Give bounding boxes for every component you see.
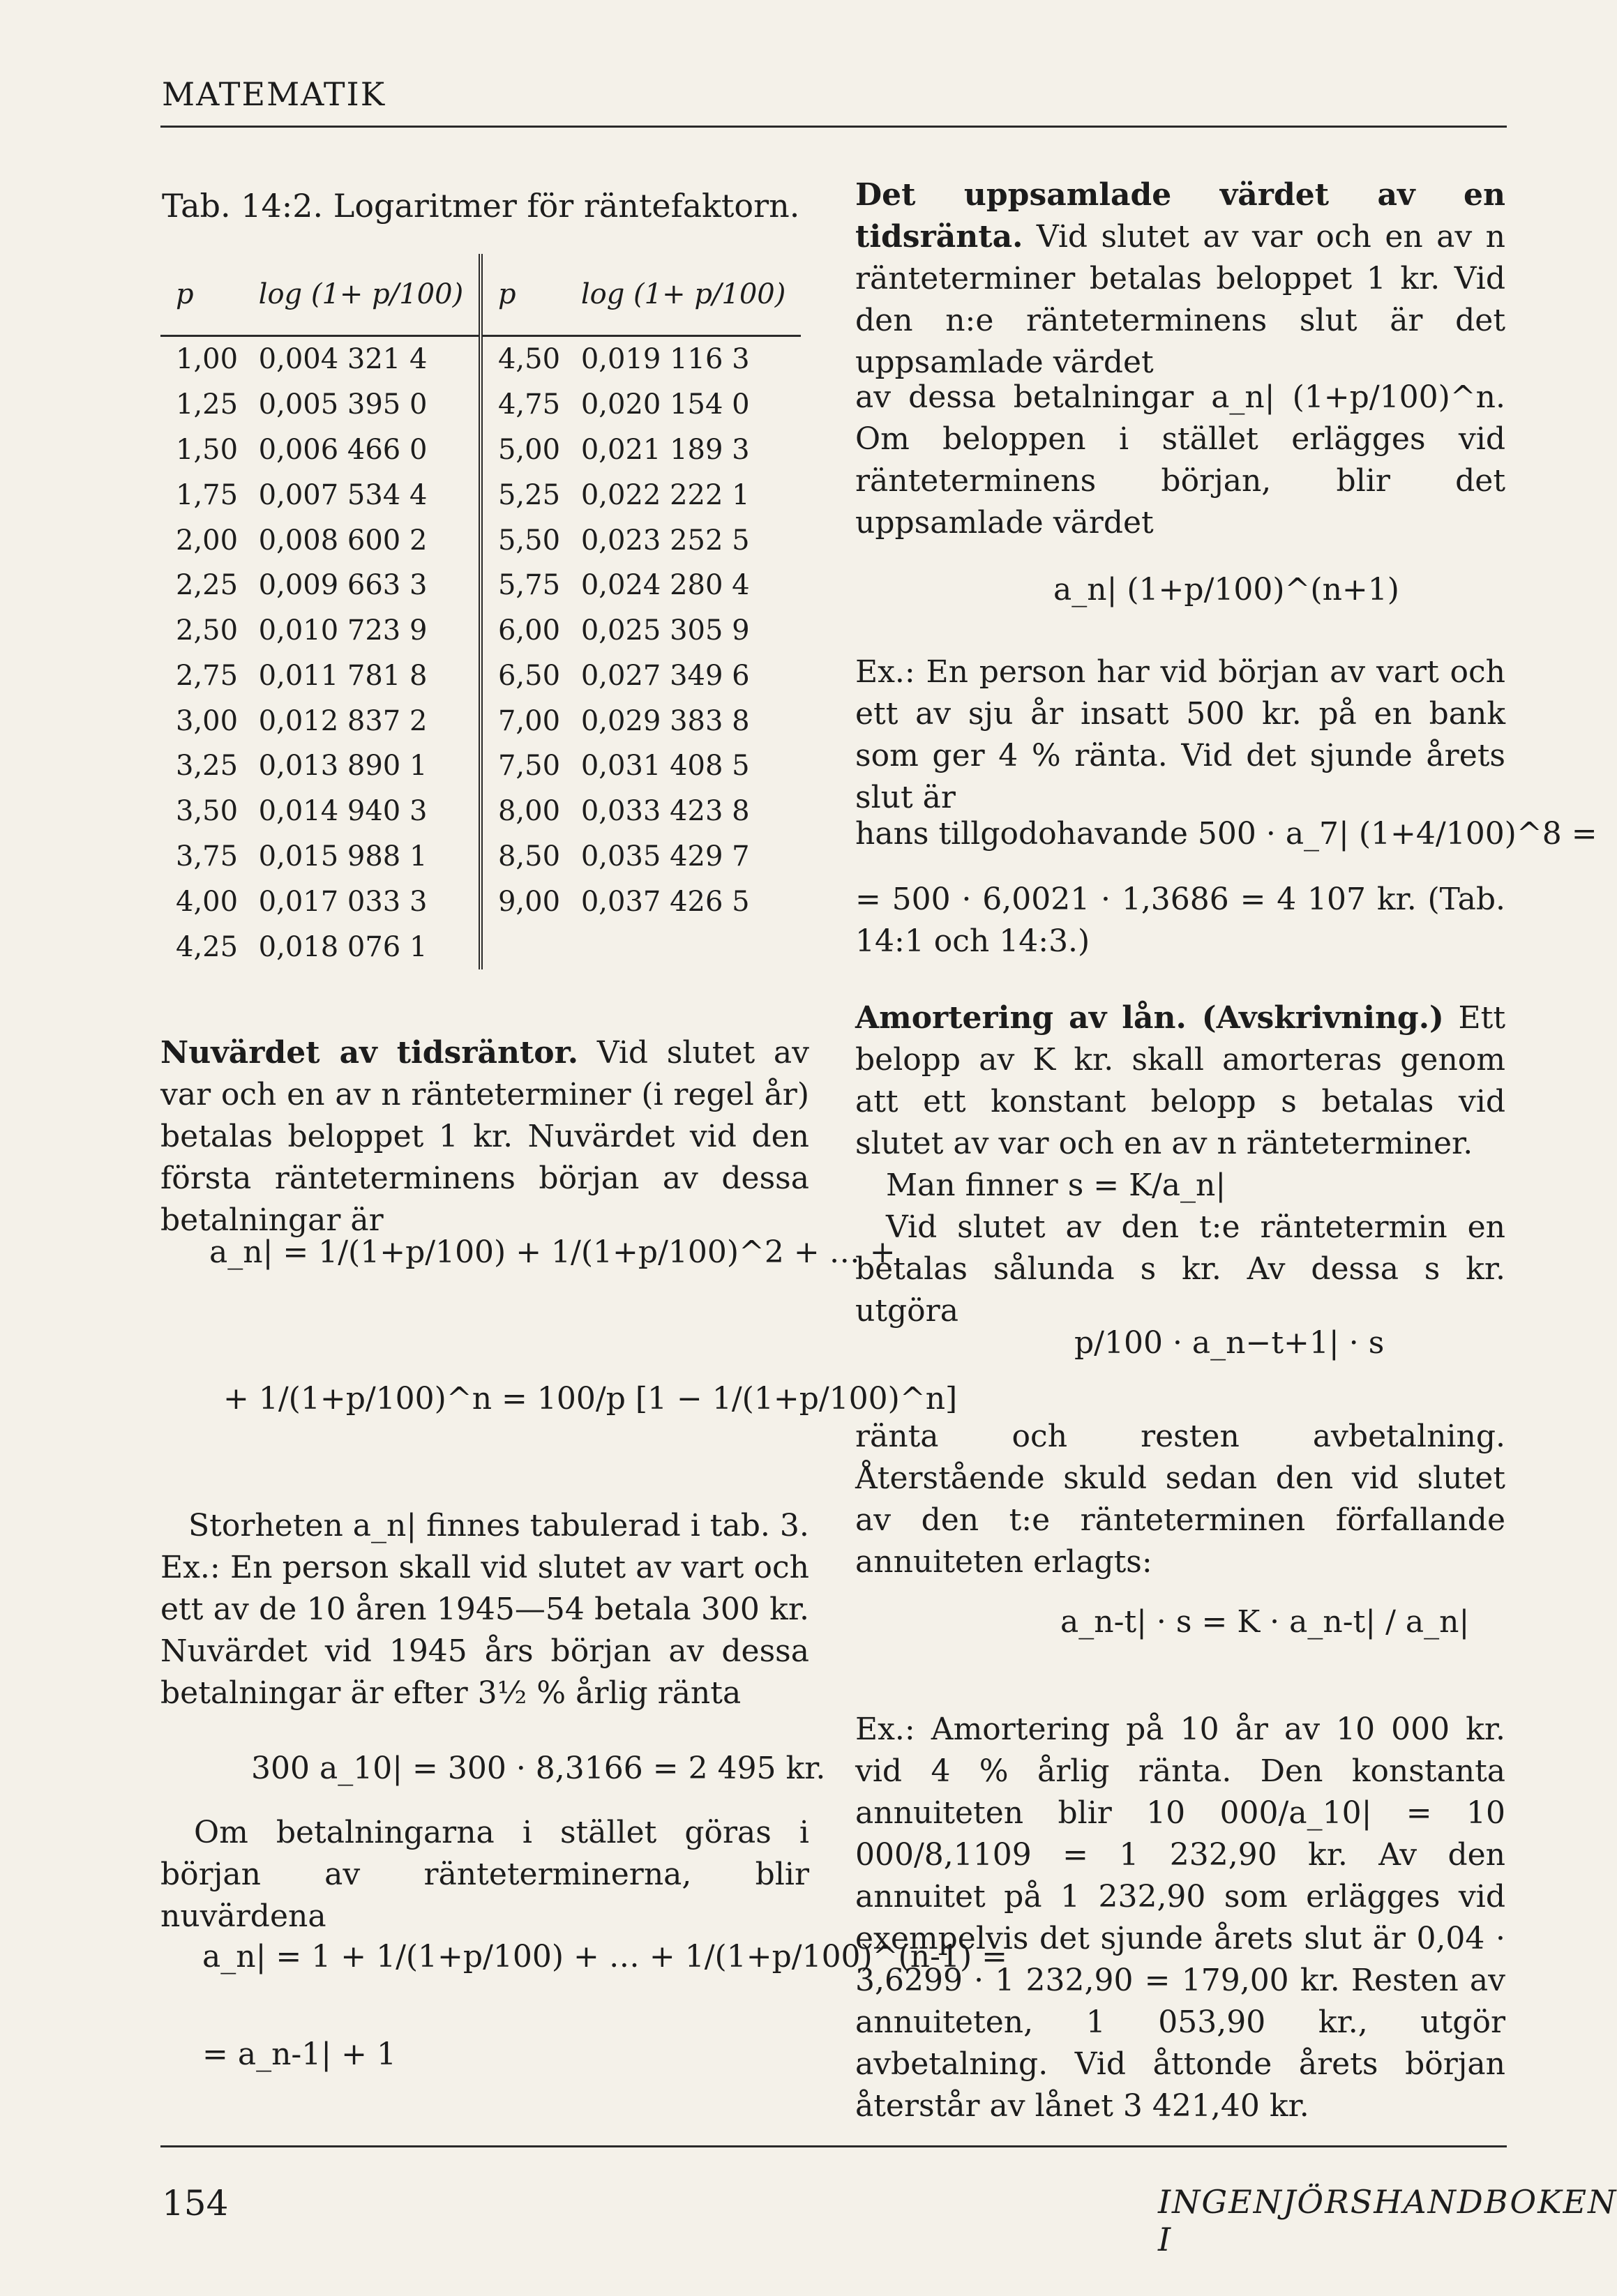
table-cell-log-value: 0,017 033 3 — [243, 879, 481, 924]
table-row — [160, 382, 801, 428]
table-cell-log-value: 0,023 252 5 — [580, 524, 750, 557]
table-cell-log-value: 0,013 890 1 — [243, 743, 481, 789]
equation-example-2a: hans tillgodohavande 500 · a_7| (1+4/100)^8 = — [855, 816, 1597, 852]
col-p-left: p — [160, 254, 243, 336]
table-cell-p-value: 5,75 — [497, 569, 561, 602]
table-cell-p-value: 7,50 — [497, 750, 561, 783]
table-cell-p-value: 9,00 — [497, 885, 561, 918]
table-cell-p-value: 1,00 — [176, 343, 239, 376]
table-row — [160, 563, 801, 608]
nuvarde-heading: Nuvärdet av tidsräntor. — [160, 1035, 579, 1071]
right-column-eq9 — [855, 879, 1505, 962]
table-cell-log-value: 0,037 426 5 — [580, 885, 750, 918]
table-cell-log-value: 0,006 466 0 — [243, 428, 481, 473]
table-cell-log-value: 0,027 349 6 — [580, 659, 750, 692]
table-cell-log-value: 0,004 321 4 — [243, 336, 481, 382]
table-cell-p-value: 4,25 — [176, 930, 239, 963]
col-log-left: log (1+ p/100) — [243, 254, 481, 336]
table-cell-p-value: 5,25 — [497, 478, 561, 511]
equation-example-1: 300 a_10| = 300 · 8,3166 = 2 495 kr. — [251, 1751, 826, 1786]
table-cell-log-value: 0,019 116 3 — [580, 343, 750, 376]
ranta-text: ränta och resten avbetalning. Återstående skuld sedan den vid slutet av den t:e ränteterminen förfallande annuiteten erlagts: — [855, 1419, 1505, 1580]
right-column-ex3 — [855, 1709, 1505, 2127]
table-cell-p-value: 3,50 — [176, 795, 239, 828]
table-cell-p-value: 2,50 — [176, 614, 239, 647]
right-column-ex2 — [855, 651, 1505, 819]
table-cell-log-value: 0,012 837 2 — [243, 698, 481, 743]
equation-accumulated-due: a_n| (1+p/100)^(n+1) — [1053, 572, 1399, 607]
storheten-text: Storheten a_n| finnes tabulerad i tab. 3. — [188, 1508, 809, 1543]
table-cell-p-value — [481, 924, 566, 969]
table-cell-log-value: 0,035 429 7 — [580, 840, 750, 873]
table-row — [160, 608, 801, 654]
table-cell-p-value: 1,50 — [176, 434, 239, 467]
table-cell-log-value: 0,007 534 4 — [243, 472, 481, 518]
table-cell-p-value: 4,50 — [497, 343, 561, 376]
book-title: INGENJÖRSHANDBOKEN I — [1158, 2183, 1617, 2258]
right-column-eq6 — [855, 377, 1505, 544]
table-cell-log-value: 0,008 600 2 — [243, 518, 481, 563]
equation-remaining-debt: a_n-t| · s = K · a_n-t| / a_n| — [1060, 1604, 1470, 1640]
table-cell-p-value: 5,50 — [497, 524, 561, 557]
equation-annuity-1: a_n| = 1/(1+p/100) + 1/(1+p/100)^2 + … + — [209, 1234, 896, 1270]
table-cell-p-value: 4,00 — [176, 885, 239, 918]
table-cell-p-value: 2,25 — [176, 569, 239, 602]
log-table — [160, 254, 801, 969]
table-cell-p-value: 1,75 — [176, 478, 239, 511]
table-cell-p-value: 7,00 — [497, 704, 561, 737]
table-cell-log-value: 0,014 940 3 — [243, 789, 481, 834]
footer-rule — [160, 2145, 1507, 2147]
table-row — [160, 336, 801, 382]
table-cell-log-value: 0,011 781 8 — [243, 653, 481, 698]
table-cell-log-value: 0,025 305 9 — [580, 614, 750, 647]
table-cell-p-value: 6,50 — [497, 659, 561, 692]
left-column-2 — [160, 1505, 809, 1714]
table-cell-p-value: 6,00 — [497, 614, 561, 647]
equation-annuity-2: + 1/(1+p/100)^n = 100/p [1 − 1/(1+p/100)^n] — [223, 1381, 958, 1417]
table-cell-p-value: 3,00 — [176, 704, 239, 737]
equation-annuity-due-2: = a_n-1| + 1 — [202, 2037, 396, 2072]
table-cell-p-value: 2,00 — [176, 524, 239, 557]
table-cell-log-value: 0,005 395 0 — [243, 382, 481, 428]
amortering-body: Ett belopp av K kr. skall amorteras genom att ett konstant belopp s betalas vid slutet av var och en av n ränteterminer. — [855, 1000, 1505, 1161]
table-row — [160, 743, 801, 789]
table-cell-p-value: 1,25 — [176, 388, 239, 421]
table-cell-log-value: 0,033 423 8 — [580, 795, 750, 828]
table-cell-p-value: 4,75 — [497, 388, 561, 421]
running-title: MATEMATIK — [162, 75, 386, 113]
equation-annuity-due: a_n| = 1 + 1/(1+p/100) + … + 1/(1+p/100)^(n-1) = — [202, 1939, 1007, 1974]
equation-interest-part: p/100 · a_n−t+1| · s — [1074, 1325, 1385, 1361]
example-1: Ex.: En person skall vid slutet av vart och ett av de 10 åren 1945—54 betala 300 kr. Nuvärdet vid 1945 års början av dessa betalningar är efter 3½ % årlig ränta — [160, 1550, 809, 1711]
table-cell-log-value: 0,029 383 8 — [580, 704, 750, 737]
nuvarde-body: Vid slutet av var och en av n ränteterminer (i regel år) betalas beloppet 1 kr. Nuvärdet vid den första ränteterminens början av dessa betalningar är — [160, 1035, 809, 1238]
table-cell-log-value: 0,018 076 1 — [243, 924, 481, 969]
table-cell-log-value: 0,010 723 9 — [243, 608, 481, 654]
uppsamlade-heading: Det uppsamlade värdet av en tidsränta. — [855, 177, 1505, 255]
equation-example-2b: = 500 · 6,0021 · 1,3686 = 4 107 kr. (Tab. 14:1 och 14:3.) — [855, 882, 1505, 959]
col-p-right: p — [481, 254, 566, 336]
table-row — [160, 789, 801, 834]
table-row — [160, 518, 801, 563]
table-cell-p-value: 8,50 — [497, 840, 561, 873]
table-cell-log-value: 0,015 988 1 — [243, 834, 481, 879]
table-cell-p-value: 3,25 — [176, 750, 239, 783]
right-column-ranta — [855, 1416, 1505, 1583]
table-row — [160, 428, 801, 473]
table-caption: Tab. 14:2. Logaritmer för räntefaktorn. — [162, 187, 800, 225]
equation-accumulated: av dessa betalningar a_n| (1+p/100)^n. Om beloppen i stället erlägges vid ränteterminens början, blir det uppsamlade värdet — [855, 379, 1505, 541]
table-row — [160, 698, 801, 743]
right-column — [855, 174, 1505, 384]
amortering-heading: Amortering av lån. (Avskrivning.) — [855, 1000, 1444, 1036]
table-cell-p-value: 2,75 — [176, 659, 239, 692]
vid-slutet: Vid slutet av den t:e räntetermin en betalas sålunda s kr. Av dessa s kr. utgöra — [855, 1209, 1505, 1329]
table-cell-log-value: 0,020 154 0 — [580, 388, 750, 421]
right-column-amort — [855, 997, 1505, 1332]
table-cell-p-value: 5,00 — [497, 434, 561, 467]
uppsamlade-body: Vid slutet av var och en av n ränteterminer betalas beloppet 1 kr. Vid den n:e ränteterminens slut är det uppsamlade värdet — [855, 219, 1505, 380]
table-cell-log-value: 0,021 189 3 — [580, 434, 750, 467]
page-number: 154 — [162, 2183, 229, 2223]
table-cell-log-value: 0,031 408 5 — [580, 750, 750, 783]
left-column-3 — [160, 1812, 809, 1938]
table-cell-log-value: 0,022 222 1 — [580, 478, 750, 511]
header-rule — [160, 126, 1507, 128]
table-cell-p-value: 3,75 — [176, 840, 239, 873]
table-cell-log-value: 0,024 280 4 — [580, 569, 750, 602]
example-3: Ex.: Amortering på 10 år av 10 000 kr. vid 4 % årlig ränta. Den konstanta annuiteten blir 10 000/a_10| = 10 000/8,1109 = 1 232,90 kr. Av den annuitet på 1 232,90 som erlägges vid exempelvis det sjunde årets slut är 0,04 · 3,6299 · 1 232,90 = 179,00 kr. Resten av annuiteten, 1 053,90 kr., utgör avbetalning. Vid åttonde årets början återstår av lånet 3 421,40 kr. — [855, 1712, 1505, 2124]
example-2: Ex.: En person har vid början av vart och ett av sju år insatt 500 kr. på en bank som ger 4 % ränta. Vid det sjunde årets slut är — [855, 654, 1505, 815]
left-column — [160, 1032, 809, 1241]
table-cell-p-value: 8,00 — [497, 795, 561, 828]
table-row — [160, 834, 801, 879]
table-cell-log-value: 0,009 663 3 — [243, 563, 481, 608]
col-log-right: log (1+ p/100) — [566, 254, 801, 336]
table-cell-log-value — [566, 924, 801, 969]
table-row — [160, 472, 801, 518]
table-row — [160, 653, 801, 698]
om-text: Om betalningarna i stället göras i början av ränteterminerna, blir nuvärdena — [160, 1815, 809, 1934]
table-row — [160, 924, 801, 969]
table-row — [160, 879, 801, 924]
man-finner: Man finner s = K/a_n| — [886, 1168, 1226, 1203]
